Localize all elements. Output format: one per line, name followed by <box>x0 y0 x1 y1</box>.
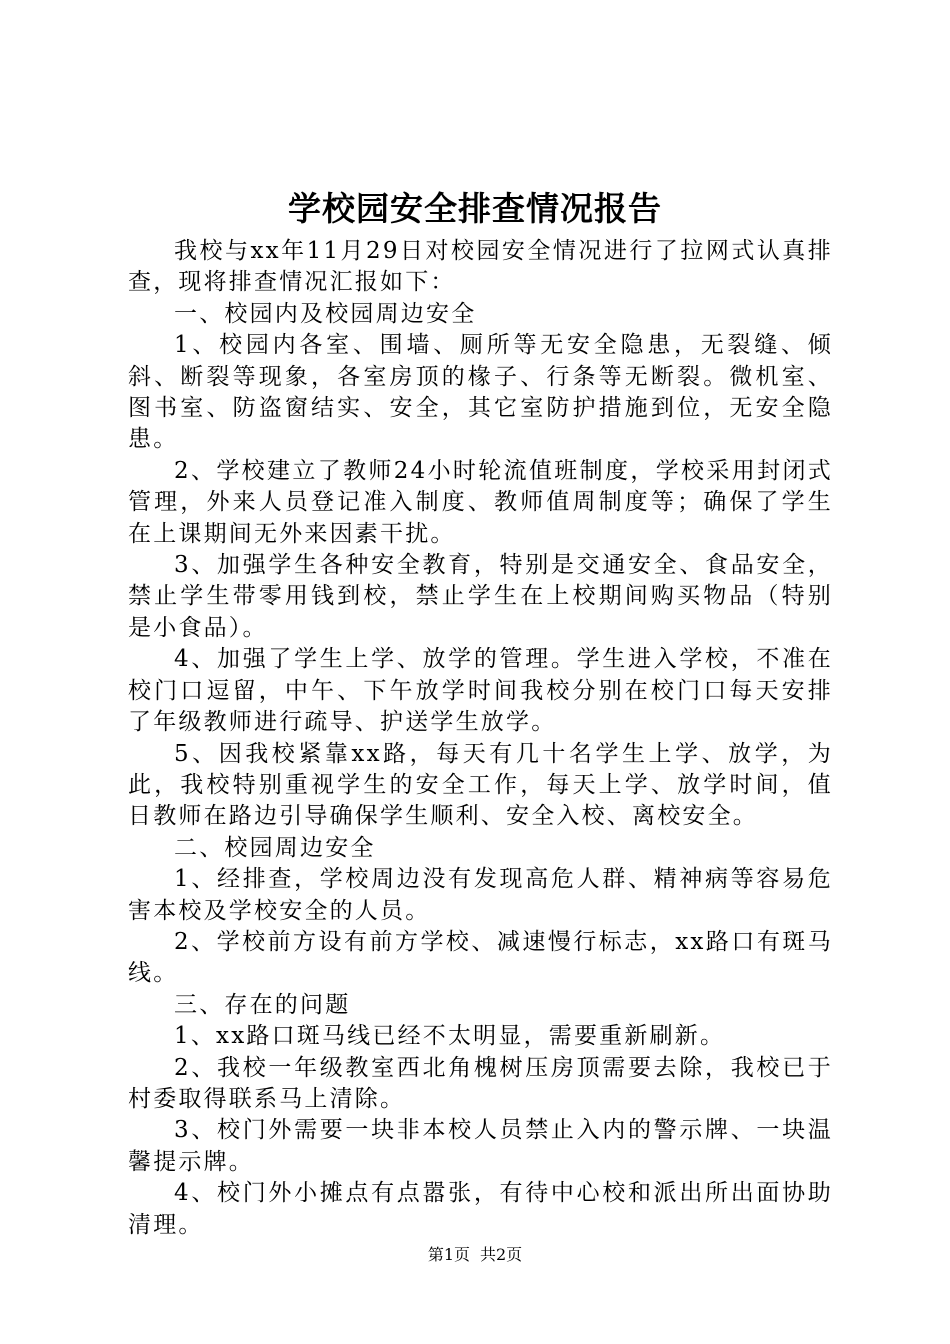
paragraph-1-2: 2、学校建立了教师24小时轮流值班制度，学校采用封闭式管理，外来人员登记准入制度、教师值周制度等；确保了学生在上课期间无外来因素干扰。 <box>128 457 833 547</box>
section-heading-2: 二、校园周边安全 <box>174 834 376 861</box>
paragraph-3-4: 4、校门外小摊点有点嚣张，有待中心校和派出所出面协助清理。 <box>128 1180 833 1238</box>
paragraph-3-3: 3、校门外需要一块非本校人员禁止入内的警示牌、一块温馨提示牌。 <box>128 1117 833 1175</box>
page-number: 第1页 <box>427 1245 470 1264</box>
paragraph-3-1: 1、xx路口斑马线已经不太明显，需要重新刷新。 <box>174 1023 726 1050</box>
document-body <box>128 236 833 1241</box>
paragraph-2-2: 2、学校前方设有前方学校、减速慢行标志，xx路口有斑马线。 <box>128 928 833 987</box>
document-title: 学校园安全排查情况报告 <box>288 189 662 228</box>
paragraph-1-1: 1、校园内各室、围墙、厕所等无安全隐患，无裂缝、倾斜、断裂等现象，各室房顶的椽子、行条等无断裂。微机室、图书室、防盗窗结实、安全，其它室防护措施到位，无安全隐患。 <box>128 332 833 453</box>
paragraph-3-2: 2、我校一年级教室西北角槐树压房顶需要去除，我校已于村委取得联系马上清除。 <box>128 1054 833 1112</box>
paragraph-1-3: 3、加强学生各种安全教育，特别是交通安全、食品安全，禁止学生带零用钱到校，禁止学生在上校期间购买物品（特别是小食品）。 <box>128 552 833 641</box>
paragraph-intro: 我校与xx年11月29日对校园安全情况进行了拉网式认真排查，现将排查情况汇报如下： <box>128 238 833 296</box>
paragraph-1-4: 4、加强了学生上学、放学的管理。学生进入学校，不准在校门口逗留，中午、下午放学时间我校分别在校门口每天安排了年级教师进行疏导、护送学生放学。 <box>128 646 833 736</box>
section-heading-1: 一、校园内及校园周边安全 <box>174 300 477 327</box>
paragraph-1-5: 5、因我校紧靠xx路，每天有几十名学生上学、放学，为此，我校特别重视学生的安全工作，每天上学、放学时间，值日教师在路边引导确保学生顺利、安全入校、离校安全。 <box>128 740 833 830</box>
page-footer <box>0 1244 950 1266</box>
section-heading-3: 三、存在的问题 <box>174 991 351 1018</box>
page-total: 共2页 <box>480 1245 523 1264</box>
paragraph-2-1: 1、经排查，学校周边没有发现高危人群、精神病等容易危害本校及学校安全的人员。 <box>128 866 833 924</box>
